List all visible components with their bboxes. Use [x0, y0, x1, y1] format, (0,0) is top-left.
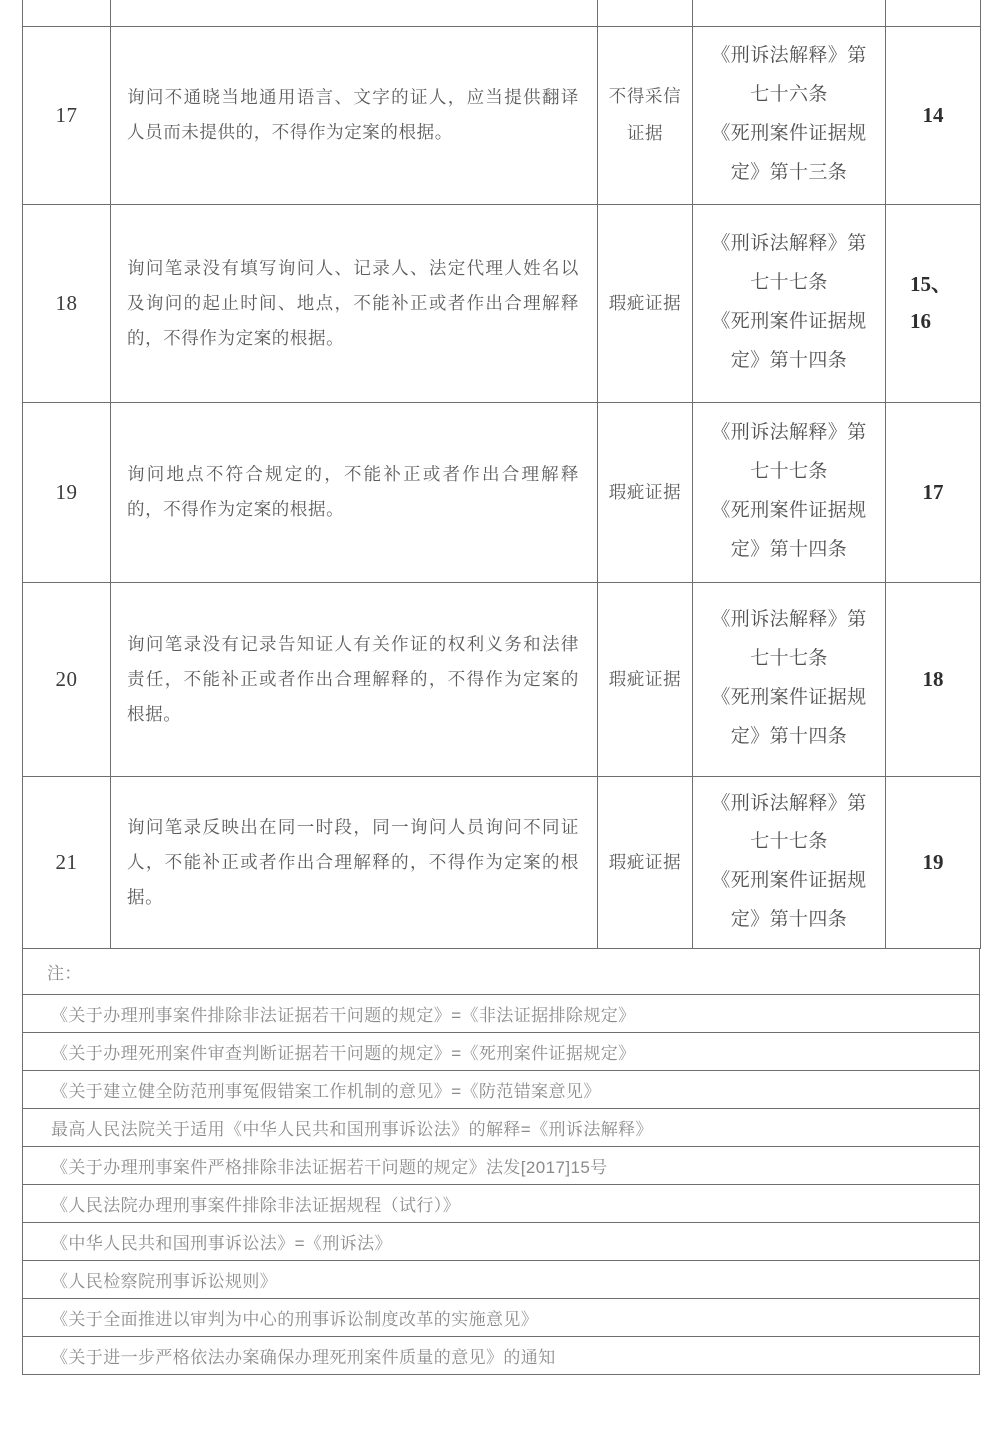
note-row — [23, 1299, 980, 1337]
row-description: 询问不通晓当地通用语言、文字的证人，应当提供翻译人员而未提供的，不得作为定案的根据。 — [111, 26, 598, 204]
legal-basis-line: 《刑诉法解释》第 — [711, 792, 867, 814]
legal-basis-line: 定》第十四条 — [730, 909, 848, 931]
row-evidence-type: 瑕疵证据 — [598, 402, 693, 582]
note-row — [23, 1071, 980, 1109]
table-row — [23, 402, 981, 582]
legal-basis-line: 七十七条 — [750, 831, 828, 853]
legal-basis-line: 《死刑案件证据规 — [711, 311, 867, 332]
note-item: 《关于全面推进以审判为中心的刑事诉讼制度改革的实施意见》 — [23, 1299, 980, 1337]
reference-line: 16 — [910, 309, 931, 333]
legal-basis-line: 七十七条 — [750, 648, 828, 670]
legal-basis-line: 《死刑案件证据规 — [711, 123, 867, 144]
note-item: 《人民检察院刑事诉讼规则》 — [23, 1261, 980, 1299]
row-legal-basis — [693, 204, 886, 402]
note-item: 《关于建立健全防范刑事冤假错案工作机制的意见》=《防范错案意见》 — [23, 1071, 980, 1109]
row-reference: 17 — [886, 402, 981, 582]
legal-basis-line: 定》第十四条 — [730, 725, 848, 747]
note-item: 《中华人民共和国刑事诉讼法》=《刑诉法》 — [23, 1223, 980, 1261]
cell-type-partial — [598, 0, 693, 26]
row-reference: 18 — [886, 582, 981, 776]
row-evidence-type: 瑕疵证据 — [598, 582, 693, 776]
table-row-partial — [23, 0, 981, 26]
row-evidence-type: 瑕疵证据 — [598, 776, 693, 949]
note-row — [23, 1109, 980, 1147]
note-row — [23, 1185, 980, 1223]
notes-header-label: 注： — [23, 949, 980, 995]
legal-basis-line: 定》第十四条 — [730, 538, 848, 560]
table-row — [23, 204, 981, 402]
row-number: 19 — [23, 402, 111, 582]
row-number: 21 — [23, 776, 111, 949]
row-description: 询问地点不符合规定的，不能补正或者作出合理解释的，不得作为定案的根据。 — [111, 402, 598, 582]
row-evidence-type: 瑕疵证据 — [598, 204, 693, 402]
legal-basis-line: 定》第十三条 — [730, 161, 848, 183]
row-evidence-type: 不得采信证据 — [598, 26, 693, 204]
row-description: 询问笔录没有记录告知证人有关作证的权利义务和法律责任，不能补正或者作出合理解释的，不得作为定案的根据。 — [111, 582, 598, 776]
row-description: 询问笔录没有填写询问人、记录人、法定代理人姓名以及询问的起止时间、地点，不能补正或者作出合理解释的，不得作为定案的根据。 — [111, 204, 598, 402]
legal-basis-line: 《刑诉法解释》第 — [711, 233, 867, 255]
cell-law-partial — [693, 0, 886, 26]
note-row — [23, 995, 980, 1033]
legal-basis-line: 《刑诉法解释》第 — [711, 422, 867, 444]
row-reference — [886, 204, 981, 402]
row-reference: 19 — [886, 776, 981, 949]
legal-basis-line: 《刑诉法解释》第 — [711, 45, 867, 67]
table-row — [23, 582, 981, 776]
evidence-rules-table — [22, 0, 981, 949]
note-row — [23, 1033, 980, 1071]
note-item: 《关于进一步严格依法办案确保办理死刑案件质量的意见》的通知 — [23, 1337, 980, 1375]
note-item: 《人民法院办理刑事案件排除非法证据规程（试行）》 — [23, 1185, 980, 1223]
notes-table — [22, 948, 980, 1375]
note-row — [23, 1337, 980, 1375]
note-row — [23, 1223, 980, 1261]
cell-desc-partial — [111, 0, 598, 26]
note-item: 《关于办理刑事案件严格排除非法证据若干问题的规定》法发[2017]15号 — [23, 1147, 980, 1185]
legal-basis-line: 定》第十四条 — [730, 349, 848, 371]
row-reference: 14 — [886, 26, 981, 204]
notes-header-row — [23, 949, 980, 995]
legal-basis-line: 七十七条 — [750, 272, 828, 294]
note-item: 《关于办理死刑案件审查判断证据若干问题的规定》=《死刑案件证据规定》 — [23, 1033, 980, 1071]
row-legal-basis — [693, 402, 886, 582]
row-legal-basis — [693, 26, 886, 204]
cell-ref-partial — [886, 0, 981, 26]
row-number: 17 — [23, 26, 111, 204]
legal-basis-line: 《死刑案件证据规 — [711, 500, 867, 521]
legal-basis-line: 《死刑案件证据规 — [711, 870, 867, 892]
legal-basis-line: 《死刑案件证据规 — [711, 687, 867, 708]
table-row — [23, 26, 981, 204]
document-body — [22, 0, 980, 1375]
note-item: 最高人民法院关于适用《中华人民共和国刑事诉讼法》的解释=《刑诉法解释》 — [23, 1109, 980, 1147]
note-item: 《关于办理刑事案件排除非法证据若干问题的规定》=《非法证据排除规定》 — [23, 995, 980, 1033]
note-row — [23, 1147, 980, 1185]
legal-basis-line: 七十七条 — [750, 461, 828, 483]
row-number: 20 — [23, 582, 111, 776]
legal-basis-line: 《刑诉法解释》第 — [711, 609, 867, 631]
legal-basis-line: 七十六条 — [750, 84, 828, 106]
reference-line: 15、 — [910, 272, 952, 297]
row-description: 询问笔录反映出在同一时段，同一询问人员询问不同证人，不能补正或者作出合理解释的，不得作为定案的根据。 — [111, 776, 598, 949]
note-row — [23, 1261, 980, 1299]
row-legal-basis — [693, 582, 886, 776]
row-number: 18 — [23, 204, 111, 402]
table-row — [23, 776, 981, 949]
row-legal-basis — [693, 776, 886, 949]
cell-no-partial — [23, 0, 111, 26]
